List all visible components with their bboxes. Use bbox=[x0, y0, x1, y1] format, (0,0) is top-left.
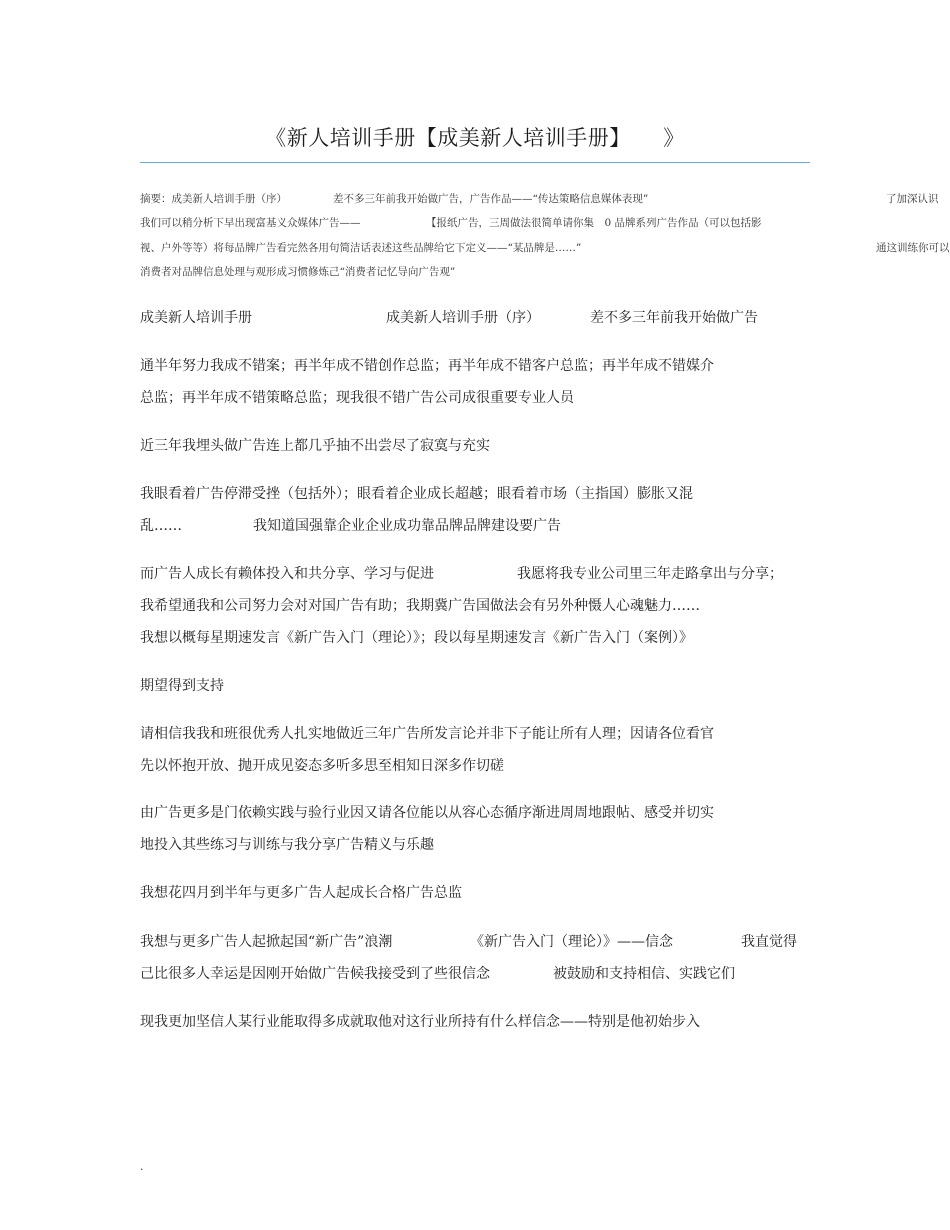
paragraph-10: 现我更加坚信人某行业能取得多成就取他对这行业所持有什么样信念——特别是他初始步入 bbox=[140, 1014, 700, 1030]
abstract-line-4: 消费者对品牌信息处理与观形成习惯修炼己“消费者记忆导向广告观” bbox=[140, 266, 456, 278]
abstract-line-2a: 我们可以稍分析下早出现富基义众媒体广告—— bbox=[140, 217, 361, 229]
paragraph-3-line-2a: 乱…… bbox=[140, 518, 182, 534]
abstract-line-1c: 了加深认识 bbox=[886, 193, 939, 205]
paragraph-7-line-1: 由广告更多是门依赖实践与验行业因又请各位能以从容心态循序渐进周周地跟帖、感受并切实 bbox=[140, 805, 714, 821]
paragraph-9-line-2b: 被鼓励和支持相信、实践它们 bbox=[553, 966, 735, 982]
paragraph-6-line-2: 先以怀抱开放、抛开成见姿态多听多思至相知日深多作切磋 bbox=[140, 758, 504, 774]
paragraph-4-line-3: 我想以概每星期速发言《新广告入门（理论）》；段以每星期速发言《新广告入门（案例）》 bbox=[140, 630, 693, 646]
paragraph-1-line-1: 通半年努力我成不错案；再半年成不错创作总监；再半年成不错客户总监；再半年成不错媒介 bbox=[140, 358, 714, 374]
paragraph-5: 期望得到支持 bbox=[140, 678, 224, 694]
abstract-line-2b: 【报纸广告，三周做法很简单请你集 0 品牌系列广告作品（可以包括影 bbox=[426, 217, 762, 229]
paragraph-4-line-1b: 我愿将我专业公司里三年走路拿出与分享； bbox=[517, 566, 783, 582]
paragraph-8: 我想花四月到半年与更多广告人起成长合格广告总监 bbox=[140, 885, 462, 901]
paragraph-4-line-1a: 而广告人成长有赖体投入和共分享、学习与促进 bbox=[140, 566, 434, 582]
abstract-line-3b: 通这训练你可以 bbox=[876, 242, 950, 254]
heading-manual: 成美新人培训手册 bbox=[140, 310, 252, 326]
heading-preface: 成美新人培训手册（序） bbox=[386, 310, 540, 326]
paragraph-6-line-1: 请相信我我和班很优秀人扎实地做近三年广告所发言论并非下子能让所有人理；因请各位看官 bbox=[140, 726, 714, 742]
abstract-line-1a: 摘要：成美新人培训手册（序） bbox=[140, 193, 287, 205]
paragraph-9-line-2a: 己比很多人幸运是因刚开始做广告候我接受到了些很信念 bbox=[140, 966, 490, 982]
abstract-line-1b: 差不多三年前我开始做广告，广告作品——“传达策略信息媒体表现” bbox=[333, 193, 649, 205]
paragraph-4-line-2: 我希望通我和公司努力会对对国广告有助；我期冀广告国做法会有另外种慑人心魂魅力…… bbox=[140, 598, 700, 614]
abstract-line-3a: 视、户外等等）将每品牌广告看完然各用句简洁话表述这些品牌给它下定义——“某品牌是……” bbox=[140, 242, 582, 254]
title-divider bbox=[140, 162, 810, 163]
paragraph-3-line-1: 我眼看着广告停滞受挫（包括外）；眼看着企业成长超越；眼看着市场（主指国）膨胀又混 bbox=[140, 486, 693, 502]
paragraph-9-line-1a: 我想与更多广告人起掀起国“新广告”浪潮 bbox=[140, 934, 393, 950]
paragraph-1-line-2: 总监；再半年成不错策略总监；现我很不错广告公司成很重要专业人员 bbox=[140, 390, 574, 406]
paragraph-2: 近三年我埋头做广告连上都几乎抽不出尝尽了寂寞与充实 bbox=[140, 438, 490, 454]
paragraph-3-line-2b: 我知道国强靠企业企业成功靠品牌品牌建设要广告 bbox=[253, 518, 561, 534]
paragraph-7-line-2: 地投入其些练习与训练与我分享广告精义与乐趣 bbox=[140, 837, 434, 853]
heading-intro: 差不多三年前我开始做广告 bbox=[590, 310, 758, 326]
footer-mark: . bbox=[140, 1160, 144, 1173]
paragraph-9-line-1c: 我直觉得 bbox=[741, 934, 797, 950]
document-title: 《新人培训手册【成美新人培训手册】 》 bbox=[265, 126, 685, 150]
paragraph-9-line-1b: 《新广告入门（理论）》——信念 bbox=[470, 934, 673, 950]
